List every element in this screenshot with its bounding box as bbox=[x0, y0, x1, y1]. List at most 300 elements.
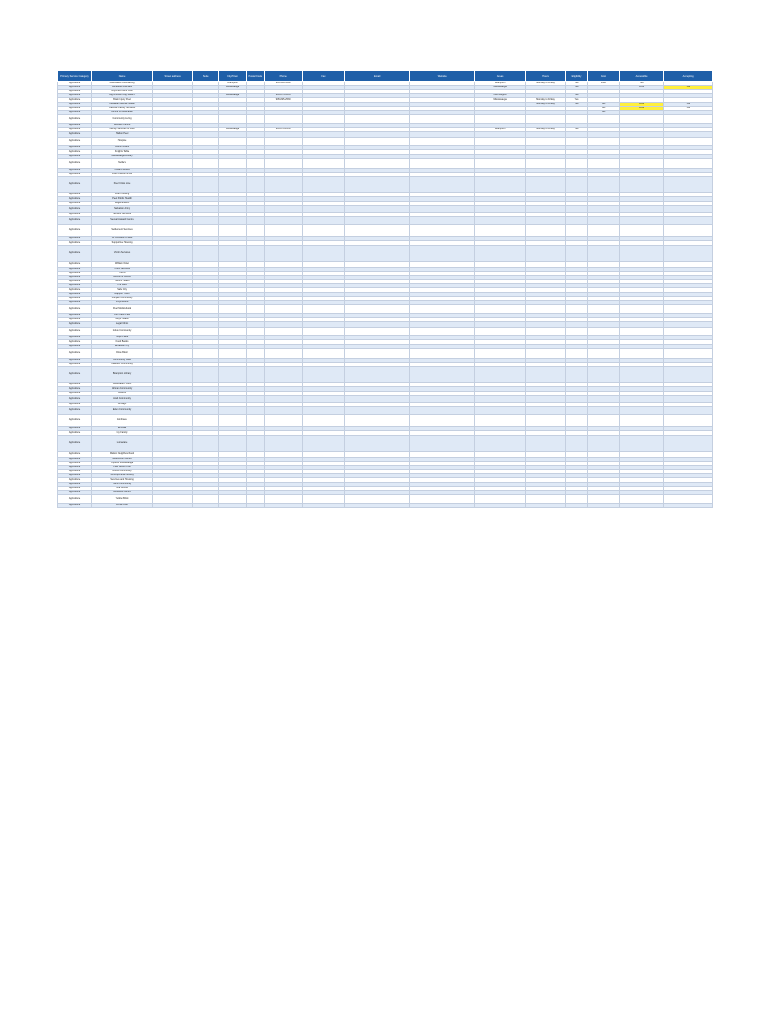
table-cell bbox=[247, 407, 265, 415]
table-cell bbox=[525, 396, 565, 403]
table-cell bbox=[302, 177, 344, 193]
table-cell bbox=[219, 138, 247, 146]
table-cell: Agriculture bbox=[58, 272, 92, 276]
table-cell: Agriculture bbox=[58, 94, 92, 98]
table-cell: Vita Centre bbox=[92, 487, 153, 491]
table-cell: Agriculture bbox=[58, 262, 92, 268]
table-cell bbox=[664, 246, 713, 262]
table-cell: Supportive Housing bbox=[92, 241, 153, 246]
table-cell: Agriculture bbox=[58, 159, 92, 169]
table-cell: Schizophrenia Society bbox=[92, 474, 153, 478]
table-cell bbox=[566, 504, 588, 508]
table-cell: Ontario Works bbox=[92, 169, 153, 173]
table-cell: Trillium Health bbox=[92, 280, 153, 284]
table-cell: Agriculture bbox=[58, 336, 92, 340]
table-cell bbox=[264, 206, 302, 213]
column-header: Fax bbox=[302, 71, 344, 82]
table-cell bbox=[475, 495, 526, 504]
table-cell bbox=[664, 495, 713, 504]
table-cell: Tamil Community bbox=[92, 483, 153, 487]
table-cell bbox=[664, 138, 713, 146]
table-cell: Agriculture bbox=[58, 387, 92, 392]
table-cell bbox=[345, 504, 410, 508]
table-row bbox=[58, 246, 713, 262]
column-header: Primary Service Category bbox=[58, 71, 92, 82]
table-cell bbox=[219, 305, 247, 314]
table-cell: Eden Community bbox=[92, 407, 153, 415]
table-cell bbox=[247, 367, 265, 383]
table-cell bbox=[193, 407, 219, 415]
table-cell bbox=[619, 367, 663, 383]
table-cell: Community Living bbox=[92, 115, 153, 124]
table-cell bbox=[264, 495, 302, 504]
table-cell bbox=[566, 367, 588, 383]
table-cell bbox=[525, 349, 565, 359]
table-cell bbox=[587, 115, 619, 124]
table-cell: Agriculture bbox=[58, 474, 92, 478]
table-cell bbox=[302, 349, 344, 359]
table-cell: Agriculture bbox=[58, 284, 92, 288]
table-cell: Agriculture bbox=[58, 470, 92, 474]
table-cell bbox=[475, 407, 526, 415]
table-cell bbox=[219, 225, 247, 237]
table-cell: Agriculture bbox=[58, 132, 92, 138]
table-cell bbox=[525, 217, 565, 225]
table-cell bbox=[345, 367, 410, 383]
table-cell bbox=[153, 367, 193, 383]
table-cell: Agriculture bbox=[58, 491, 92, 495]
table-cell: Bereaved Families bbox=[92, 86, 153, 90]
table-cell: Yes bbox=[587, 103, 619, 107]
table-cell: Peel Senior Link bbox=[92, 466, 153, 470]
table-cell bbox=[619, 328, 663, 336]
table-cell: Boys and Girls Club bbox=[92, 90, 153, 94]
table-cell: Agriculture bbox=[58, 111, 92, 115]
table-cell: Agriculture bbox=[58, 427, 92, 431]
table-cell: Family Services of Peel bbox=[92, 128, 153, 132]
table-cell bbox=[153, 138, 193, 146]
table-cell: Victim Services bbox=[92, 246, 153, 262]
table-cell bbox=[193, 367, 219, 383]
table-cell bbox=[410, 367, 475, 383]
table-cell: Agriculture bbox=[58, 197, 92, 202]
table-cell bbox=[264, 396, 302, 403]
table-cell bbox=[475, 305, 526, 314]
table-cell: Agriculture bbox=[58, 318, 92, 322]
table-cell: Agriculture bbox=[58, 107, 92, 111]
table-cell: Agriculture bbox=[58, 173, 92, 177]
table-cell: Yes bbox=[566, 82, 588, 86]
table-body bbox=[58, 82, 713, 508]
table-cell bbox=[619, 138, 663, 146]
table-cell bbox=[664, 305, 713, 314]
table-row bbox=[58, 407, 713, 415]
table-cell: Embrave bbox=[92, 415, 153, 427]
table-cell: Newcomer Centre bbox=[92, 458, 153, 462]
table-cell: Agriculture bbox=[58, 237, 92, 241]
table-cell: Canadian Mental Health bbox=[92, 103, 153, 107]
table-cell bbox=[193, 436, 219, 452]
table-cell bbox=[345, 159, 410, 169]
table-row bbox=[58, 328, 713, 336]
table-cell bbox=[264, 217, 302, 225]
table-cell: Erinoak bbox=[92, 427, 153, 431]
table-cell bbox=[345, 407, 410, 415]
table-cell bbox=[475, 415, 526, 427]
table-cell: Agriculture bbox=[58, 431, 92, 436]
table-row bbox=[58, 305, 713, 314]
table-cell: Dixie Bloor bbox=[92, 349, 153, 359]
table-cell: Agriculture bbox=[58, 82, 92, 86]
table-cell bbox=[587, 177, 619, 193]
table-cell bbox=[219, 159, 247, 169]
table-cell: Yes bbox=[664, 86, 713, 90]
table-cell: Lumacare bbox=[92, 436, 153, 452]
table-cell bbox=[525, 159, 565, 169]
column-header: Email bbox=[345, 71, 410, 82]
table-cell bbox=[219, 504, 247, 508]
column-header: Phone bbox=[264, 71, 302, 82]
table-cell bbox=[247, 246, 265, 262]
table-cell bbox=[587, 349, 619, 359]
table-cell bbox=[302, 367, 344, 383]
table-cell bbox=[525, 177, 565, 193]
column-header: Postal Code bbox=[247, 71, 265, 82]
table-cell bbox=[264, 177, 302, 193]
table-cell bbox=[566, 328, 588, 336]
table-cell bbox=[566, 305, 588, 314]
table-cell bbox=[193, 138, 219, 146]
table-cell bbox=[619, 115, 663, 124]
table-cell: Knights Table bbox=[92, 150, 153, 155]
table-cell: Agriculture bbox=[58, 359, 92, 363]
table-cell: Agriculture bbox=[58, 322, 92, 328]
table-cell bbox=[193, 396, 219, 403]
table-cell: Caledon Community bbox=[92, 363, 153, 367]
table-cell bbox=[525, 495, 565, 504]
table-cell bbox=[153, 246, 193, 262]
table-cell bbox=[153, 349, 193, 359]
table-cell bbox=[345, 305, 410, 314]
table-cell bbox=[566, 415, 588, 427]
table-cell bbox=[587, 246, 619, 262]
table-cell bbox=[302, 206, 344, 213]
table-cell bbox=[345, 138, 410, 146]
table-cell bbox=[664, 415, 713, 427]
table-cell: Options Mississauga bbox=[92, 462, 153, 466]
column-header: Accepting bbox=[664, 71, 713, 82]
table-cell: Agriculture bbox=[58, 340, 92, 345]
table-cell: Agriculture bbox=[58, 103, 92, 107]
table-cell bbox=[410, 504, 475, 508]
table-cell: Yes bbox=[664, 103, 713, 107]
table-cell bbox=[345, 495, 410, 504]
table-cell: Agriculture bbox=[58, 90, 92, 94]
table-cell bbox=[587, 159, 619, 169]
table-cell bbox=[153, 436, 193, 452]
table-cell bbox=[566, 206, 588, 213]
table-cell bbox=[247, 328, 265, 336]
table-cell bbox=[153, 328, 193, 336]
table-cell bbox=[410, 177, 475, 193]
table-cell bbox=[153, 159, 193, 169]
table-row bbox=[58, 367, 713, 383]
table-cell bbox=[525, 138, 565, 146]
table-row bbox=[58, 495, 713, 504]
table-cell: Seniors Services bbox=[92, 213, 153, 217]
table-cell bbox=[619, 396, 663, 403]
table-cell: Agriculture bbox=[58, 150, 92, 155]
table-cell bbox=[264, 407, 302, 415]
table-cell: Distress Centre bbox=[92, 124, 153, 128]
side-label bbox=[718, 246, 768, 250]
table-cell bbox=[302, 495, 344, 504]
table-cell bbox=[619, 177, 663, 193]
table-cell bbox=[619, 415, 663, 427]
table-cell bbox=[566, 138, 588, 146]
column-header: Eligibility bbox=[566, 71, 588, 82]
table-cell: Catholic Family Services bbox=[92, 107, 153, 111]
table-cell bbox=[475, 206, 526, 213]
table-cell: Zonta Club bbox=[92, 504, 153, 508]
table-cell bbox=[193, 504, 219, 508]
table-cell bbox=[302, 396, 344, 403]
table-cell: 905-275-6335 bbox=[264, 94, 302, 98]
table-cell bbox=[247, 225, 265, 237]
table-cell: Nellie's bbox=[92, 159, 153, 169]
table-cell bbox=[525, 305, 565, 314]
table-cell bbox=[247, 495, 265, 504]
table-cell: Agriculture bbox=[58, 349, 92, 359]
table-cell bbox=[566, 225, 588, 237]
table-cell: Associated Youth bbox=[92, 383, 153, 387]
table-cell: Agriculture bbox=[58, 478, 92, 483]
table-cell bbox=[475, 159, 526, 169]
table-cell: Agriculture bbox=[58, 146, 92, 150]
column-header: Cost bbox=[587, 71, 619, 82]
table-cell bbox=[302, 225, 344, 237]
table-cell bbox=[664, 367, 713, 383]
table-cell bbox=[193, 206, 219, 213]
table-cell bbox=[475, 177, 526, 193]
table-cell: Agriculture bbox=[58, 124, 92, 128]
table-cell bbox=[302, 217, 344, 225]
table-cell bbox=[247, 504, 265, 508]
table-cell bbox=[345, 436, 410, 452]
table-cell: Agriculture bbox=[58, 363, 92, 367]
table-cell: Mississauga bbox=[219, 86, 247, 90]
table-cell bbox=[664, 396, 713, 403]
table-cell: Peel Multicultural bbox=[92, 305, 153, 314]
table-cell bbox=[247, 115, 265, 124]
table-cell bbox=[566, 115, 588, 124]
table-cell bbox=[302, 415, 344, 427]
table-cell bbox=[475, 349, 526, 359]
table-header-row bbox=[58, 71, 713, 82]
table-cell: Services and Housing bbox=[92, 478, 153, 483]
table-cell bbox=[664, 115, 713, 124]
table-cell: The Dam bbox=[92, 284, 153, 288]
table-cell bbox=[525, 115, 565, 124]
table-cell: Agriculture bbox=[58, 301, 92, 305]
table-row bbox=[58, 415, 713, 427]
table-cell: Peel Housing bbox=[92, 193, 153, 197]
table-cell bbox=[219, 349, 247, 359]
table-cell bbox=[247, 396, 265, 403]
table-cell: Free bbox=[587, 82, 619, 86]
table-cell: Wellness Centre bbox=[92, 491, 153, 495]
table-cell: Agriculture bbox=[58, 155, 92, 159]
column-header: Suite bbox=[193, 71, 219, 82]
table-cell bbox=[619, 246, 663, 262]
table-cell bbox=[264, 159, 302, 169]
table-cell bbox=[193, 349, 219, 359]
table-cell bbox=[247, 159, 265, 169]
table-row bbox=[58, 225, 713, 237]
table-cell bbox=[153, 415, 193, 427]
table-cell bbox=[264, 246, 302, 262]
table-cell bbox=[302, 436, 344, 452]
table-cell bbox=[525, 415, 565, 427]
table-cell bbox=[587, 217, 619, 225]
table-cell: Agriculture bbox=[58, 202, 92, 206]
table-cell bbox=[193, 159, 219, 169]
table-cell: Agriculture bbox=[58, 462, 92, 466]
table-cell: Agriculture bbox=[58, 98, 92, 103]
table-cell: Ascend bbox=[92, 392, 153, 396]
table-cell bbox=[302, 138, 344, 146]
table-cell: Centre for Education bbox=[92, 111, 153, 115]
table-cell: Brampton bbox=[475, 82, 526, 86]
table-cell bbox=[264, 225, 302, 237]
table-row bbox=[58, 396, 713, 403]
table-cell: Associated Counselling bbox=[92, 82, 153, 86]
table-cell bbox=[219, 217, 247, 225]
table-cell bbox=[247, 177, 265, 193]
table-cell bbox=[664, 177, 713, 193]
table-cell: Agriculture bbox=[58, 206, 92, 213]
table-cell bbox=[410, 495, 475, 504]
table-cell bbox=[587, 415, 619, 427]
table-cell bbox=[525, 367, 565, 383]
table-cell: African Community bbox=[92, 387, 153, 392]
table-cell: Agriculture bbox=[58, 452, 92, 458]
table-cell: Arab Community bbox=[92, 396, 153, 403]
table-cell bbox=[619, 495, 663, 504]
table-cell bbox=[566, 159, 588, 169]
table-cell bbox=[410, 115, 475, 124]
table-cell bbox=[410, 349, 475, 359]
table-cell bbox=[219, 328, 247, 336]
table-cell: Yellow Brick bbox=[92, 495, 153, 504]
table-row bbox=[58, 159, 713, 169]
table-cell: 905-270-2250 bbox=[264, 128, 302, 132]
table-cell: Agriculture bbox=[58, 217, 92, 225]
table-row bbox=[58, 138, 713, 146]
table-cell bbox=[566, 246, 588, 262]
table-cell bbox=[345, 246, 410, 262]
table-cell bbox=[193, 246, 219, 262]
table-cell bbox=[410, 206, 475, 213]
table-cell: Agriculture bbox=[58, 280, 92, 284]
table-row bbox=[58, 349, 713, 359]
table-cell bbox=[193, 328, 219, 336]
table-cell bbox=[566, 436, 588, 452]
table-cell: Halton Peel bbox=[92, 132, 153, 138]
table-cell bbox=[193, 177, 219, 193]
table-cell bbox=[302, 159, 344, 169]
table-cell: Elizabeth Fry bbox=[92, 345, 153, 349]
table-cell bbox=[619, 407, 663, 415]
table-cell bbox=[587, 407, 619, 415]
table-cell bbox=[219, 415, 247, 427]
table-cell: Agriculture bbox=[58, 128, 92, 132]
table-cell bbox=[664, 504, 713, 508]
table-cell bbox=[264, 367, 302, 383]
table-cell bbox=[587, 328, 619, 336]
table-cell: Agriculture bbox=[58, 495, 92, 504]
table-cell: Agriculture bbox=[58, 177, 92, 193]
column-header: Accessible bbox=[619, 71, 663, 82]
table-cell: Agriculture bbox=[58, 193, 92, 197]
table-cell bbox=[619, 159, 663, 169]
table-cell: Agriculture bbox=[58, 305, 92, 314]
table-cell bbox=[219, 115, 247, 124]
table-cell bbox=[410, 138, 475, 146]
table-cell bbox=[410, 415, 475, 427]
table-cell bbox=[619, 305, 663, 314]
table-cell bbox=[345, 206, 410, 213]
table-cell: Settlement Services bbox=[92, 225, 153, 237]
table-cell bbox=[302, 115, 344, 124]
table-cell: Brampton bbox=[475, 128, 526, 132]
table-cell bbox=[264, 415, 302, 427]
table-cell bbox=[525, 206, 565, 213]
table-cell bbox=[302, 328, 344, 336]
table-cell: Yes bbox=[619, 82, 663, 86]
table-cell: Peel Children's Aid bbox=[92, 173, 153, 177]
table-cell: Agriculture bbox=[58, 225, 92, 237]
table-cell: Agriculture bbox=[58, 403, 92, 407]
table-cell bbox=[153, 225, 193, 237]
table-cell: Agriculture bbox=[58, 328, 92, 336]
table-cell: Peel Region bbox=[475, 94, 526, 98]
table-cell bbox=[664, 217, 713, 225]
table-cell: Punjabi Community bbox=[92, 297, 153, 301]
table-cell: Hospice bbox=[92, 138, 153, 146]
table-cell bbox=[410, 407, 475, 415]
table-cell bbox=[664, 436, 713, 452]
table-cell bbox=[219, 495, 247, 504]
table-cell: Legal Clinic bbox=[92, 322, 153, 328]
table-cell bbox=[664, 159, 713, 169]
table-cell bbox=[475, 436, 526, 452]
table-cell bbox=[264, 115, 302, 124]
table-cell bbox=[219, 246, 247, 262]
table-cell: Safe City bbox=[92, 288, 153, 293]
column-header: City/Town bbox=[219, 71, 247, 82]
table-cell: St. Leonard's Place bbox=[92, 237, 153, 241]
table-cell bbox=[345, 396, 410, 403]
table-cell bbox=[345, 415, 410, 427]
table-cell: Agriculture bbox=[58, 314, 92, 318]
table-cell bbox=[345, 349, 410, 359]
table-cell bbox=[410, 159, 475, 169]
table-cell: Agriculture bbox=[58, 345, 92, 349]
table-cell: Women's Centre bbox=[92, 276, 153, 280]
table-cell bbox=[566, 217, 588, 225]
table-cell bbox=[587, 504, 619, 508]
